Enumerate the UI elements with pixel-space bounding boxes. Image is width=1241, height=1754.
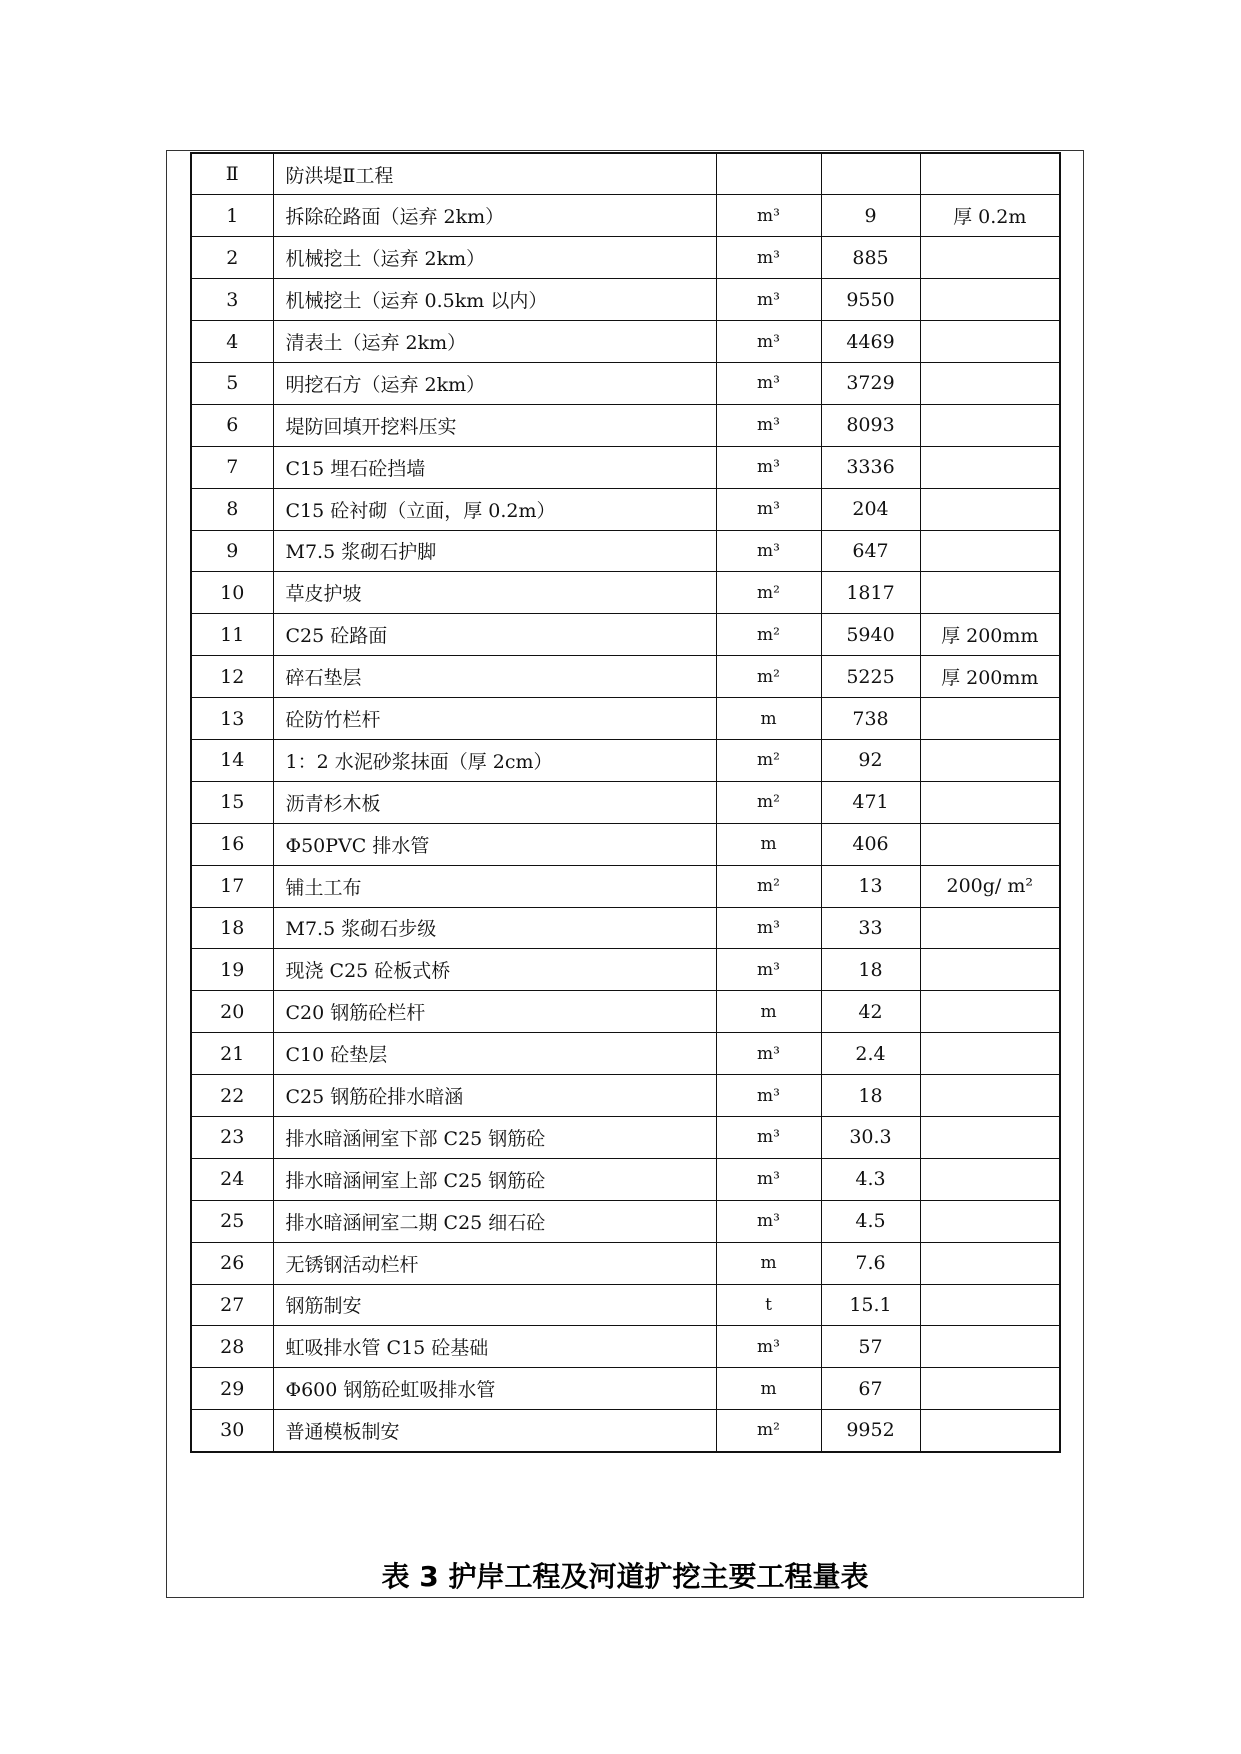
- quantity-cell: 7.6: [821, 1242, 920, 1284]
- remark-cell: [920, 1158, 1060, 1200]
- remark-cell: [920, 362, 1060, 404]
- item-name-cell: C25 砼路面: [273, 614, 716, 656]
- item-name-cell: 钢筋制安: [273, 1284, 716, 1326]
- remark-cell: [920, 153, 1060, 195]
- item-number-cell: 24: [191, 1158, 273, 1200]
- remark-cell: [920, 1326, 1060, 1368]
- quantity-cell: [821, 153, 920, 195]
- table-row: [191, 153, 1060, 195]
- table-row: [191, 823, 1060, 865]
- item-name-cell: 普通模板制安: [273, 1410, 716, 1452]
- unit-cell: m³: [716, 530, 821, 572]
- unit-cell: m²: [716, 572, 821, 614]
- table-row: [191, 488, 1060, 530]
- table-row: [191, 907, 1060, 949]
- item-name-cell: C15 埋石砼挡墙: [273, 446, 716, 488]
- remark-cell: [920, 321, 1060, 363]
- item-name-cell: 堤防回填开挖料压实: [273, 404, 716, 446]
- unit-cell: m³: [716, 1116, 821, 1158]
- item-name-cell: C10 砼垫层: [273, 1033, 716, 1075]
- table-row: [191, 237, 1060, 279]
- remark-cell: [920, 1284, 1060, 1326]
- quantity-cell: 9550: [821, 279, 920, 321]
- item-number-cell: 22: [191, 1075, 273, 1117]
- quantity-cell: 92: [821, 739, 920, 781]
- quantity-cell: 5225: [821, 656, 920, 698]
- table-row: [191, 1326, 1060, 1368]
- unit-cell: m³: [716, 1033, 821, 1075]
- remark-cell: [920, 907, 1060, 949]
- remark-cell: [920, 1033, 1060, 1075]
- item-name-cell: Φ50PVC 排水管: [273, 823, 716, 865]
- item-name-cell: 防洪堤Ⅱ工程: [273, 153, 716, 195]
- item-name-cell: M7.5 浆砌石护脚: [273, 530, 716, 572]
- remark-cell: [920, 949, 1060, 991]
- item-name-cell: 无锈钢活动栏杆: [273, 1242, 716, 1284]
- table-row: [191, 572, 1060, 614]
- table-row: [191, 991, 1060, 1033]
- table-row: [191, 1033, 1060, 1075]
- table-row: [191, 362, 1060, 404]
- unit-cell: m³: [716, 907, 821, 949]
- remark-cell: [920, 1242, 1060, 1284]
- item-number-cell: 1: [191, 195, 273, 237]
- remark-cell: [920, 404, 1060, 446]
- quantity-cell: 9952: [821, 1410, 920, 1452]
- item-number-cell: 21: [191, 1033, 273, 1075]
- item-number-cell: 11: [191, 614, 273, 656]
- quantity-cell: 885: [821, 237, 920, 279]
- quantity-cell: 4.3: [821, 1158, 920, 1200]
- unit-cell: m³: [716, 195, 821, 237]
- item-number-cell: 25: [191, 1200, 273, 1242]
- unit-cell: m³: [716, 488, 821, 530]
- unit-cell: m: [716, 1368, 821, 1410]
- remark-cell: 厚 0.2m: [920, 195, 1060, 237]
- remark-cell: [920, 1075, 1060, 1117]
- item-name-cell: 虹吸排水管 C15 砼基础: [273, 1326, 716, 1368]
- table-row: [191, 1242, 1060, 1284]
- quantity-cell: 4.5: [821, 1200, 920, 1242]
- item-name-cell: 排水暗涵闸室上部 C25 钢筋砼: [273, 1158, 716, 1200]
- item-number-cell: Ⅱ: [191, 153, 273, 195]
- unit-cell: m²: [716, 781, 821, 823]
- item-name-cell: 排水暗涵闸室二期 C25 细石砼: [273, 1200, 716, 1242]
- quantity-cell: 8093: [821, 404, 920, 446]
- table-row: [191, 1158, 1060, 1200]
- unit-cell: m: [716, 1242, 821, 1284]
- quantity-cell: 204: [821, 488, 920, 530]
- remark-cell: [920, 237, 1060, 279]
- item-name-cell: 碎石垫层: [273, 656, 716, 698]
- unit-cell: m²: [716, 614, 821, 656]
- unit-cell: m³: [716, 1200, 821, 1242]
- quantity-cell: 30.3: [821, 1116, 920, 1158]
- table-row: [191, 656, 1060, 698]
- table-row: [191, 1200, 1060, 1242]
- remark-cell: [920, 572, 1060, 614]
- quantity-cell: 406: [821, 823, 920, 865]
- unit-cell: m²: [716, 1410, 821, 1452]
- item-number-cell: 26: [191, 1242, 273, 1284]
- item-number-cell: 14: [191, 739, 273, 781]
- table-row: [191, 321, 1060, 363]
- table-row: [191, 1116, 1060, 1158]
- unit-cell: m³: [716, 1326, 821, 1368]
- unit-cell: m²: [716, 739, 821, 781]
- item-name-cell: 铺土工布: [273, 865, 716, 907]
- item-name-cell: 清表土（运弃 2km）: [273, 321, 716, 363]
- unit-cell: m: [716, 823, 821, 865]
- item-name-cell: C15 砼衬砌（立面，厚 0.2m）: [273, 488, 716, 530]
- quantity-cell: 9: [821, 195, 920, 237]
- quantity-cell: 3336: [821, 446, 920, 488]
- remark-cell: [920, 1368, 1060, 1410]
- remark-cell: [920, 1410, 1060, 1452]
- item-number-cell: 8: [191, 488, 273, 530]
- item-number-cell: 27: [191, 1284, 273, 1326]
- remark-cell: [920, 823, 1060, 865]
- quantity-cell: 15.1: [821, 1284, 920, 1326]
- item-name-cell: 明挖石方（运弃 2km）: [273, 362, 716, 404]
- item-number-cell: 18: [191, 907, 273, 949]
- item-number-cell: 5: [191, 362, 273, 404]
- quantity-table-body: [191, 153, 1060, 1452]
- unit-cell: m: [716, 698, 821, 740]
- unit-cell: m²: [716, 865, 821, 907]
- quantity-cell: 57: [821, 1326, 920, 1368]
- quantity-cell: 13: [821, 865, 920, 907]
- unit-cell: m³: [716, 1158, 821, 1200]
- unit-cell: m³: [716, 446, 821, 488]
- item-number-cell: 28: [191, 1326, 273, 1368]
- quantity-cell: 18: [821, 949, 920, 991]
- item-number-cell: 4: [191, 321, 273, 363]
- item-name-cell: 拆除砼路面（运弃 2km）: [273, 195, 716, 237]
- remark-cell: 厚 200mm: [920, 614, 1060, 656]
- unit-cell: m: [716, 991, 821, 1033]
- item-number-cell: 17: [191, 865, 273, 907]
- remark-cell: [920, 698, 1060, 740]
- item-number-cell: 23: [191, 1116, 273, 1158]
- unit-cell: m³: [716, 321, 821, 363]
- item-number-cell: 13: [191, 698, 273, 740]
- table-row: [191, 865, 1060, 907]
- remark-cell: [920, 530, 1060, 572]
- unit-cell: m³: [716, 1075, 821, 1117]
- table-row: [191, 698, 1060, 740]
- quantity-cell: 647: [821, 530, 920, 572]
- item-name-cell: 机械挖土（运弃 0.5km 以内）: [273, 279, 716, 321]
- quantity-cell: 67: [821, 1368, 920, 1410]
- item-name-cell: M7.5 浆砌石步级: [273, 907, 716, 949]
- table-row: [191, 614, 1060, 656]
- item-name-cell: Φ600 钢筋砼虹吸排水管: [273, 1368, 716, 1410]
- unit-cell: m²: [716, 656, 821, 698]
- quantity-cell: 3729: [821, 362, 920, 404]
- quantity-cell: 4469: [821, 321, 920, 363]
- remark-cell: 厚 200mm: [920, 656, 1060, 698]
- item-number-cell: 3: [191, 279, 273, 321]
- item-number-cell: 29: [191, 1368, 273, 1410]
- remark-cell: [920, 991, 1060, 1033]
- item-number-cell: 9: [191, 530, 273, 572]
- item-name-cell: 现浇 C25 砼板式桥: [273, 949, 716, 991]
- item-name-cell: 1：2 水泥砂浆抹面（厚 2cm）: [273, 739, 716, 781]
- table-row: [191, 949, 1060, 991]
- table-row: [191, 404, 1060, 446]
- unit-cell: m³: [716, 404, 821, 446]
- table-row: [191, 1075, 1060, 1117]
- item-name-cell: C25 钢筋砼排水暗涵: [273, 1075, 716, 1117]
- item-name-cell: 机械挖土（运弃 2km）: [273, 237, 716, 279]
- quantity-cell: 33: [821, 907, 920, 949]
- unit-cell: m³: [716, 362, 821, 404]
- remark-cell: [920, 446, 1060, 488]
- item-name-cell: 排水暗涵闸室下部 C25 钢筋砼: [273, 1116, 716, 1158]
- quantity-cell: 738: [821, 698, 920, 740]
- item-number-cell: 10: [191, 572, 273, 614]
- table-row: [191, 195, 1060, 237]
- quantity-cell: 471: [821, 781, 920, 823]
- remark-cell: [920, 488, 1060, 530]
- remark-cell: [920, 739, 1060, 781]
- quantity-cell: 42: [821, 991, 920, 1033]
- item-number-cell: 7: [191, 446, 273, 488]
- item-number-cell: 12: [191, 656, 273, 698]
- item-name-cell: 沥青杉木板: [273, 781, 716, 823]
- remark-cell: [920, 1116, 1060, 1158]
- remark-cell: 200g/ m²: [920, 865, 1060, 907]
- unit-cell: [716, 153, 821, 195]
- item-number-cell: 16: [191, 823, 273, 865]
- remark-cell: [920, 1200, 1060, 1242]
- item-number-cell: 2: [191, 237, 273, 279]
- quantity-table: [190, 152, 1061, 1453]
- item-number-cell: 15: [191, 781, 273, 823]
- table-row: [191, 1410, 1060, 1452]
- table-row: [191, 530, 1060, 572]
- item-name-cell: C20 钢筋砼栏杆: [273, 991, 716, 1033]
- item-name-cell: 砼防竹栏杆: [273, 698, 716, 740]
- item-number-cell: 19: [191, 949, 273, 991]
- quantity-cell: 1817: [821, 572, 920, 614]
- unit-cell: t: [716, 1284, 821, 1326]
- unit-cell: m³: [716, 949, 821, 991]
- table-row: [191, 739, 1060, 781]
- item-name-cell: 草皮护坡: [273, 572, 716, 614]
- item-number-cell: 20: [191, 991, 273, 1033]
- remark-cell: [920, 781, 1060, 823]
- quantity-cell: 2.4: [821, 1033, 920, 1075]
- quantity-cell: 5940: [821, 614, 920, 656]
- table-row: [191, 279, 1060, 321]
- table-row: [191, 1284, 1060, 1326]
- table-row: [191, 1368, 1060, 1410]
- table-caption: 表 3 护岸工程及河道扩挖主要工程量表: [381, 1560, 869, 1593]
- table-row: [191, 446, 1060, 488]
- item-number-cell: 30: [191, 1410, 273, 1452]
- item-number-cell: 6: [191, 404, 273, 446]
- unit-cell: m³: [716, 237, 821, 279]
- remark-cell: [920, 279, 1060, 321]
- unit-cell: m³: [716, 279, 821, 321]
- table-row: [191, 781, 1060, 823]
- quantity-cell: 18: [821, 1075, 920, 1117]
